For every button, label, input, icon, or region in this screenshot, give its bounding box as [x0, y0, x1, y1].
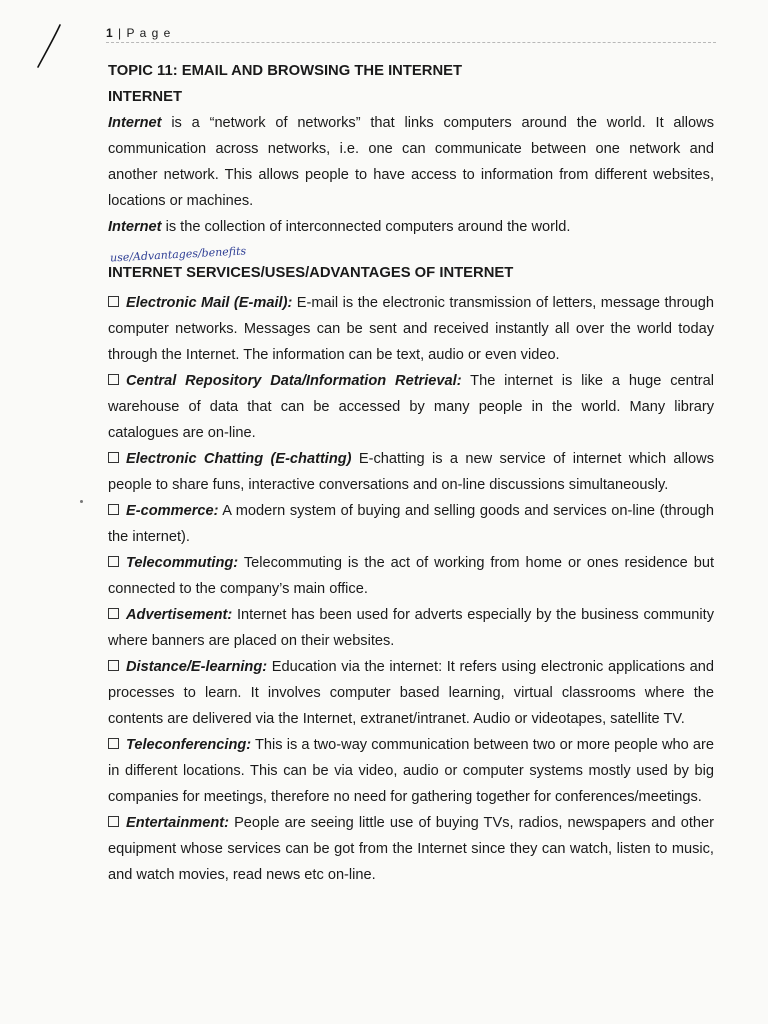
header-divider: [106, 42, 716, 43]
list-item: [108, 446, 714, 498]
internet-definition-1: [108, 110, 714, 214]
checkbox-bullet-icon: [108, 556, 119, 567]
definition-term: Internet: [108, 115, 162, 131]
checkbox-bullet-icon: [108, 608, 119, 619]
checkbox-bullet-icon: [108, 738, 119, 749]
checkbox-bullet-icon: [108, 296, 119, 307]
item-term: Telecommuting:: [126, 555, 239, 571]
checkbox-bullet-icon: [108, 452, 119, 463]
document-body: [108, 58, 714, 888]
item-text: This is a two-way communication between two or more people who are in different locations. This can be via video, audio or computer systems mostly used by big companies for meetings, therefore no need for gathering together for conferences/meetings.: [108, 737, 714, 805]
item-term: Advertisement:: [126, 607, 233, 623]
handwritten-note: use/Advantages/benefits: [109, 244, 247, 265]
topic-title: TOPIC 11: EMAIL AND BROWSING THE INTERNET: [108, 63, 463, 79]
list-item: [108, 732, 714, 810]
services-heading: INTERNET SERVICES/USES/ADVANTAGES OF INTERNET: [108, 265, 514, 281]
page-number: 1: [106, 26, 114, 40]
list-item: [108, 498, 714, 550]
pen-stroke-mark: [30, 22, 80, 70]
services-list: [108, 290, 714, 888]
item-term: Distance/E-learning:: [126, 659, 268, 675]
checkbox-bullet-icon: [108, 816, 119, 827]
definition-text: is a “network of networks” that links computers around the world. It allows communication across networks, i.e. one can communicate between one network and another network. This allows people to have access to information from different websites, locations or machines.: [108, 115, 714, 209]
item-text: Education via the internet: It refers using electronic applications and processes to learn. It involves computer based learning, virtual classrooms where the contents are delivered via the Internet, extranet/intranet. Audio or videotapes, satellite TV.: [108, 659, 714, 727]
item-text: Internet has been used for adverts especially by the business community where banners are placed on their websites.: [108, 607, 714, 649]
internet-heading: INTERNET: [108, 89, 182, 105]
handwritten-annotation-row: [108, 240, 714, 265]
item-term: Electronic Chatting (E-chatting): [126, 451, 352, 467]
definition-text: is the collection of interconnected computers around the world.: [161, 219, 571, 235]
item-text: Telecommuting is the act of working from home or ones residence but connected to the company’s main office.: [108, 555, 714, 597]
item-term: Teleconferencing:: [126, 737, 252, 753]
list-item: [108, 810, 714, 888]
list-item: [108, 368, 714, 446]
list-item: [108, 290, 714, 368]
checkbox-bullet-icon: [108, 374, 119, 385]
item-term: Entertainment:: [126, 815, 229, 831]
item-text: E-mail is the electronic transmission of letters, message through computer networks. Messages can be sent and received instantly all over the world today through the Internet. The information can be text, audio or even video.: [108, 295, 714, 363]
item-text: People are seeing little use of buying TVs, radios, newspapers and other equipment whose services can be got from the Internet since they can watch, listen to music, and watch movies, read news etc on-line.: [108, 815, 714, 883]
page-label: | P a g e: [118, 26, 172, 40]
item-term: Electronic Mail (E-mail):: [126, 295, 293, 311]
list-item: [108, 602, 714, 654]
item-term: Central Repository Data/Information Retrieval:: [126, 373, 462, 389]
list-item: [108, 550, 714, 602]
checkbox-bullet-icon: [108, 504, 119, 515]
item-text: E-chatting is a new service of internet which allows people to share funs, interactive conversations and on-line discussions simultaneously.: [108, 451, 714, 493]
list-item: [108, 654, 714, 732]
item-term: E-commerce:: [126, 503, 219, 519]
internet-definition-2: [108, 214, 714, 240]
checkbox-bullet-icon: [108, 660, 119, 671]
item-text: The internet is like a huge central warehouse of data that can be accessed by many people in the world. Many library catalogues are on-line.: [108, 373, 714, 441]
definition-term: Internet: [108, 219, 162, 235]
item-text: A modern system of buying and selling goods and services on-line (through the internet).: [108, 503, 714, 545]
scan-speck: [80, 500, 83, 503]
